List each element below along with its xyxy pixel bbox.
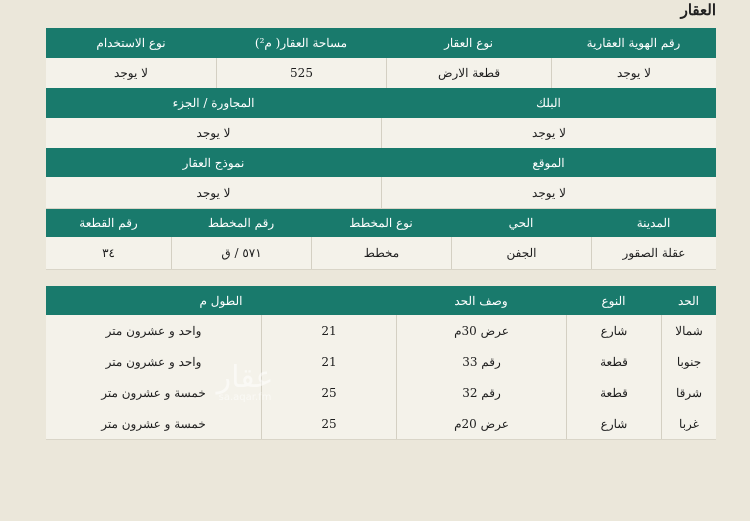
boundary-length-text: واحد و عشرون متر [105,323,202,338]
boundary-type: قطعة [566,377,661,408]
boundary-length: 21 [261,346,396,377]
property-info-header [46,28,716,58]
aqar-logo: عقار [216,360,274,395]
boundary-type: شارع [566,408,661,439]
boundary-side: جنوبا [661,346,716,377]
location-values [46,177,716,209]
boundary-side: شرقا [661,377,716,408]
value-neighborhood-part: لا يوجد [196,126,231,140]
header-block: البلك [536,96,561,110]
boundary-length: 21 [261,315,396,346]
boundary-length-text: خمسة و عشرون متر [101,385,206,400]
value-property-area: 525 [216,58,386,88]
plan-values [46,237,716,270]
value-block: لا يوجد [381,118,716,148]
header-property-id: رقم الهوية العقارية [586,36,681,50]
location-header [46,148,716,177]
header-plan-number: رقم المخطط [207,216,275,230]
boundary-description: رقم 32 [396,377,566,408]
block-header [46,88,716,118]
boundary-side: غربا [661,408,716,439]
boundaries-header [46,286,716,315]
plan-header [46,209,716,237]
header-property-area: مساحة العقار( م²) [254,36,348,50]
table-row [46,408,716,440]
boundary-length: 25 [261,377,396,408]
value-location: لا يوجد [381,177,716,208]
boundary-length: 25 [261,408,396,439]
table-row [46,315,716,347]
boundary-length-text: خمسة و عشرون متر [101,416,206,431]
header-neighborhood-part: المجاورة / الجزء [172,96,255,110]
header-length: الطول م [199,293,243,308]
boundary-type: قطعة [566,346,661,377]
value-plan-number: ٥٧١ / ق [171,237,311,269]
header-side: الحد [677,293,700,308]
page-title: العقار [680,1,716,19]
value-property-id: لا يوجد [551,58,716,88]
boundary-length-text: واحد و عشرون متر [105,354,202,369]
header-description: وصف الحد [454,293,508,308]
boundary-side: شمالا [661,315,716,346]
header-property-type: نوع العقار [444,36,493,50]
value-property-model: لا يوجد [196,185,231,200]
header-city: المدينة [636,216,671,230]
header-plan-type: نوع المخطط [349,216,413,230]
property-info-values [46,58,716,89]
value-district: الجفن [451,237,591,269]
header-district: الحي [508,216,534,230]
value-property-type: قطعة الارض [386,58,551,88]
value-usage-type: لا يوجد [114,66,148,80]
header-usage-type: نوع الاستخدام [96,36,166,50]
header-type: النوع [601,293,626,308]
header-location: الموقع [532,155,565,170]
value-city: عقلة الصقور [591,237,716,269]
boundary-description: عرض 20م [396,408,566,439]
boundary-type: شارع [566,315,661,346]
block-values [46,118,716,149]
value-plan-type: مخطط [311,237,451,269]
aqar-url: sa.aqar.fm [218,392,272,403]
table-row [46,377,716,409]
value-plot-number: ٣٤ [102,246,115,260]
table-row [46,346,716,378]
header-property-model: نموذج العقار [182,155,245,170]
boundary-description: عرض 30م [396,315,566,346]
boundary-description: رقم 33 [396,346,566,377]
header-plot-number: رقم القطعة [79,216,138,230]
